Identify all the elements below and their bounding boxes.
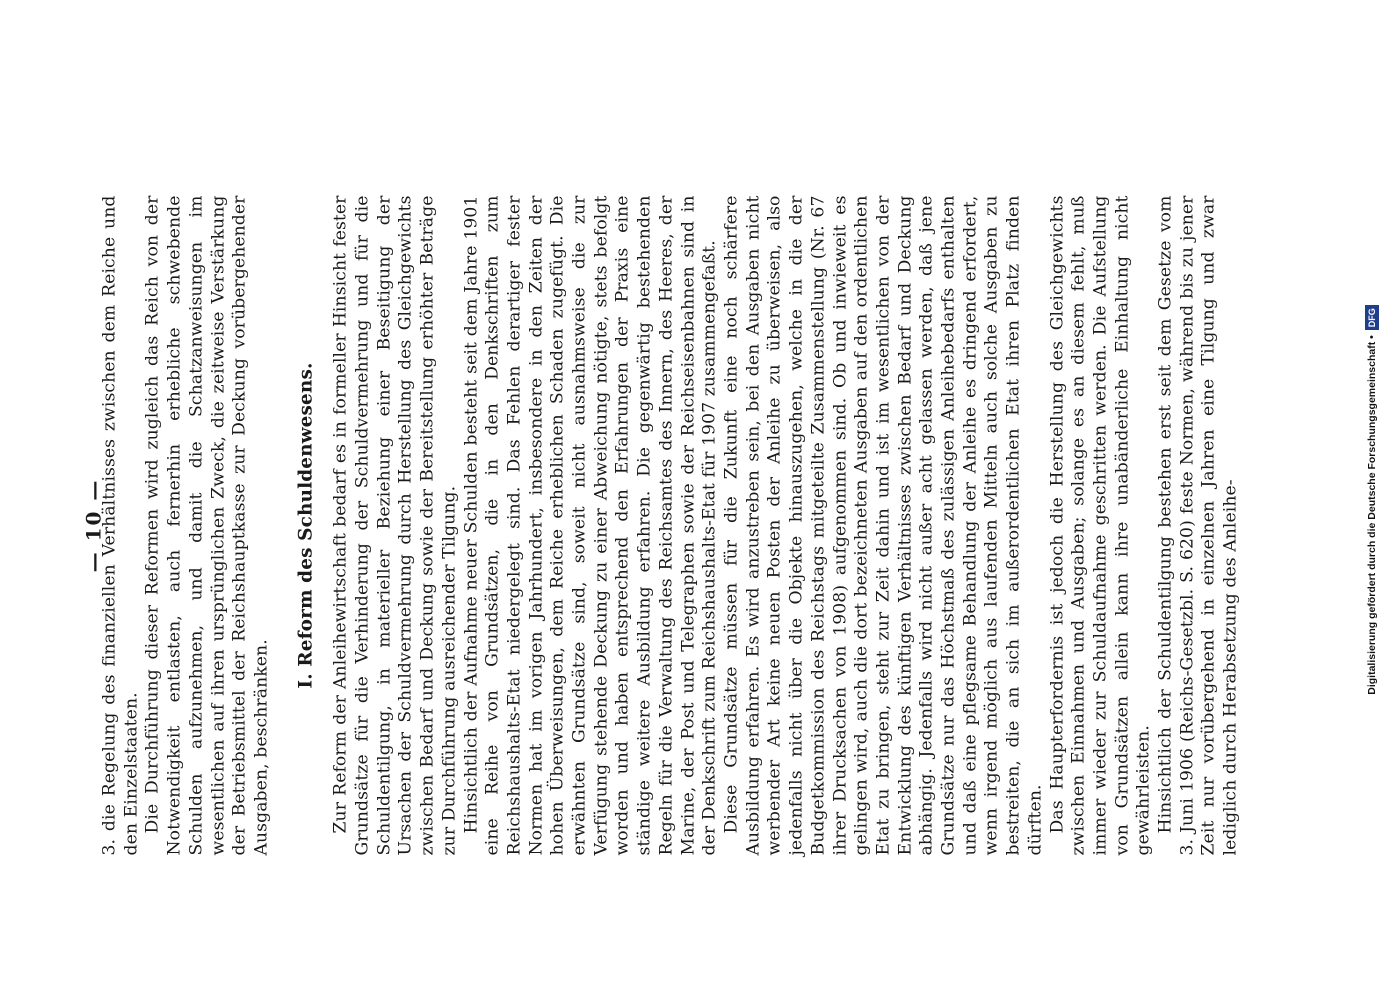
dfg-logo: DFG: [1365, 305, 1379, 330]
digitization-credit: [1361, 0, 1383, 1000]
paragraph-anleihewirtschaft: Zur Reform der Anleihewirtschaft bedarf es in formeller Hinsicht fester Grundsätze für die Verhinderung der Schuldvermehrung und für die Schuldentilgung, in materieller Beziehung einer Beseitigung der Ursachen der Schuldvermehrung durch Herstellung des Gleichgewichts zwischen Bedarf und Deckung sowie der Bereitstellung erhöhter Beträge zur Durchführung ausreichender Tilgung.: [330, 195, 460, 856]
digitization-note: Digitalisierung gefördert durch die Deutsche Forschungsgemeinschaft •: [1366, 335, 1378, 695]
paragraph-haupterfordernis: Das Haupterfordernis ist jedoch die Herstellung des Gleichgewichts zwischen Einnahmen und Ausgaben; solange es an diesem fehlt, muß immer wieder zur Schuldaufnahme geschritten werden. Die Aufstellung von Grundsätzen allein kann ihre unabänderliche Einhaltung nicht gewährleisten.: [1047, 195, 1154, 856]
page-body: [100, 196, 1243, 856]
rotated-document-page: [0, 1, 1383, 1001]
paragraph-zukunft: Diese Grundsätze müssen für die Zukunft eine noch schärfere Ausbildung erfahren. Es wird anzustreben sein, bei den Ausgaben nicht werbender Art keine neuen Posten der Anleihe zu überweisen, also jedenfalls nicht über die Objekte hinauszugehen, welche in die der Budgetkommission des Reichstags mitgeteilte Zusammenstellung (Nr. 67 ihrer Drucksachen von 1908) aufgenommen sind. Ob und inwieweit es gelingen wird, auch die dort bezeichneten Ausgaben auf den ordentlichen Etat zu bringen, steht zur Zeit dahin und ist im wesentlichen von der Entwicklung des künftigen Verhältnisses zwischen Bedarf und Deckung abhängig. Jedenfalls wird nicht außer acht gelassen werden, daß jene Grundsätze nur das Höchstmaß des zulässigen Anleihebedarfs enthalten und daß eine pflegsame Behandlung der Anleihe es dringend erfordert, wenn irgend möglich aus laufenden Mitteln auch solche Ausgaben zu bestreiten, die an sich im außerordentlichen Etat ihren Platz finden dürften.: [721, 195, 1046, 856]
list-item-3: 3. die Regelung des finanziellen Verhältnisses zwischen dem Reiche und den Einzelstaaten.: [99, 195, 142, 856]
paragraph-grundsaetze: Hinsichtlich der Aufnahme neuer Schulden besteht seit dem Jahre 1901 eine Reihe von Grundsätzen, die in den Denkschriften zum Reichshaushalts-Etat niedergelegt sind. Das Fehlen derartiger fester Normen hat im vorigen Jahrhundert, insbesondere in den Zeiten der hohen Überweisungen, dem Reiche erheblichen Schaden zugefügt. Die erwähnten Grundsätze sind, soweit nicht ausnahmsweise die zur Verfügung stehende Deckung zu einer Abweichung nötigte, stets befolgt worden und haben entsprechend den Erfahrungen der Praxis eine ständige weitere Ausbildung erfahren. Die gegenwärtig bestehenden Regeln für die Verwaltung des Reichsamtes des Innern, des Heeres, der Marine, der Post und Telegraphen sowie der Reichseisenbahnen sind in der Denkschrift zum Reichshaushalts-Etat für 1907 zusammengefaßt.: [461, 195, 720, 856]
digitization-credit-strip: [1361, 0, 1383, 1000]
page-number: — 10 —: [81, 478, 106, 573]
section-heading: I. Reform des Schuldenwesens.: [295, 362, 317, 689]
paragraph-schuldentilgung: Hinsichtlich der Schuldentilgung bestehen erst seit dem Gesetze vom 3. Juni 1906 (Reichs-Gesetzbl. S. 620) feste Normen, während bis zu jener Zeit nur vorübergehend in einzelnen Jahren eine Tilgung und zwar lediglich durch Herabsetzung des Anleihe-: [1155, 195, 1241, 856]
paragraph-durchfuehrung: Die Durchführung dieser Reformen wird zugleich das Reich von der Notwendigkeit entlasten, auch fernerhin erhebliche schwebende Schulden aufzunehmen, und damit die Schatzanweisungen im wesentlichen auf ihren ursprünglichen Zweck, die zeitweise Verstärkung der Betriebsmittel der Reichshauptkasse zur Deckung vorübergehender Ausgaben, beschränken.: [142, 195, 272, 856]
